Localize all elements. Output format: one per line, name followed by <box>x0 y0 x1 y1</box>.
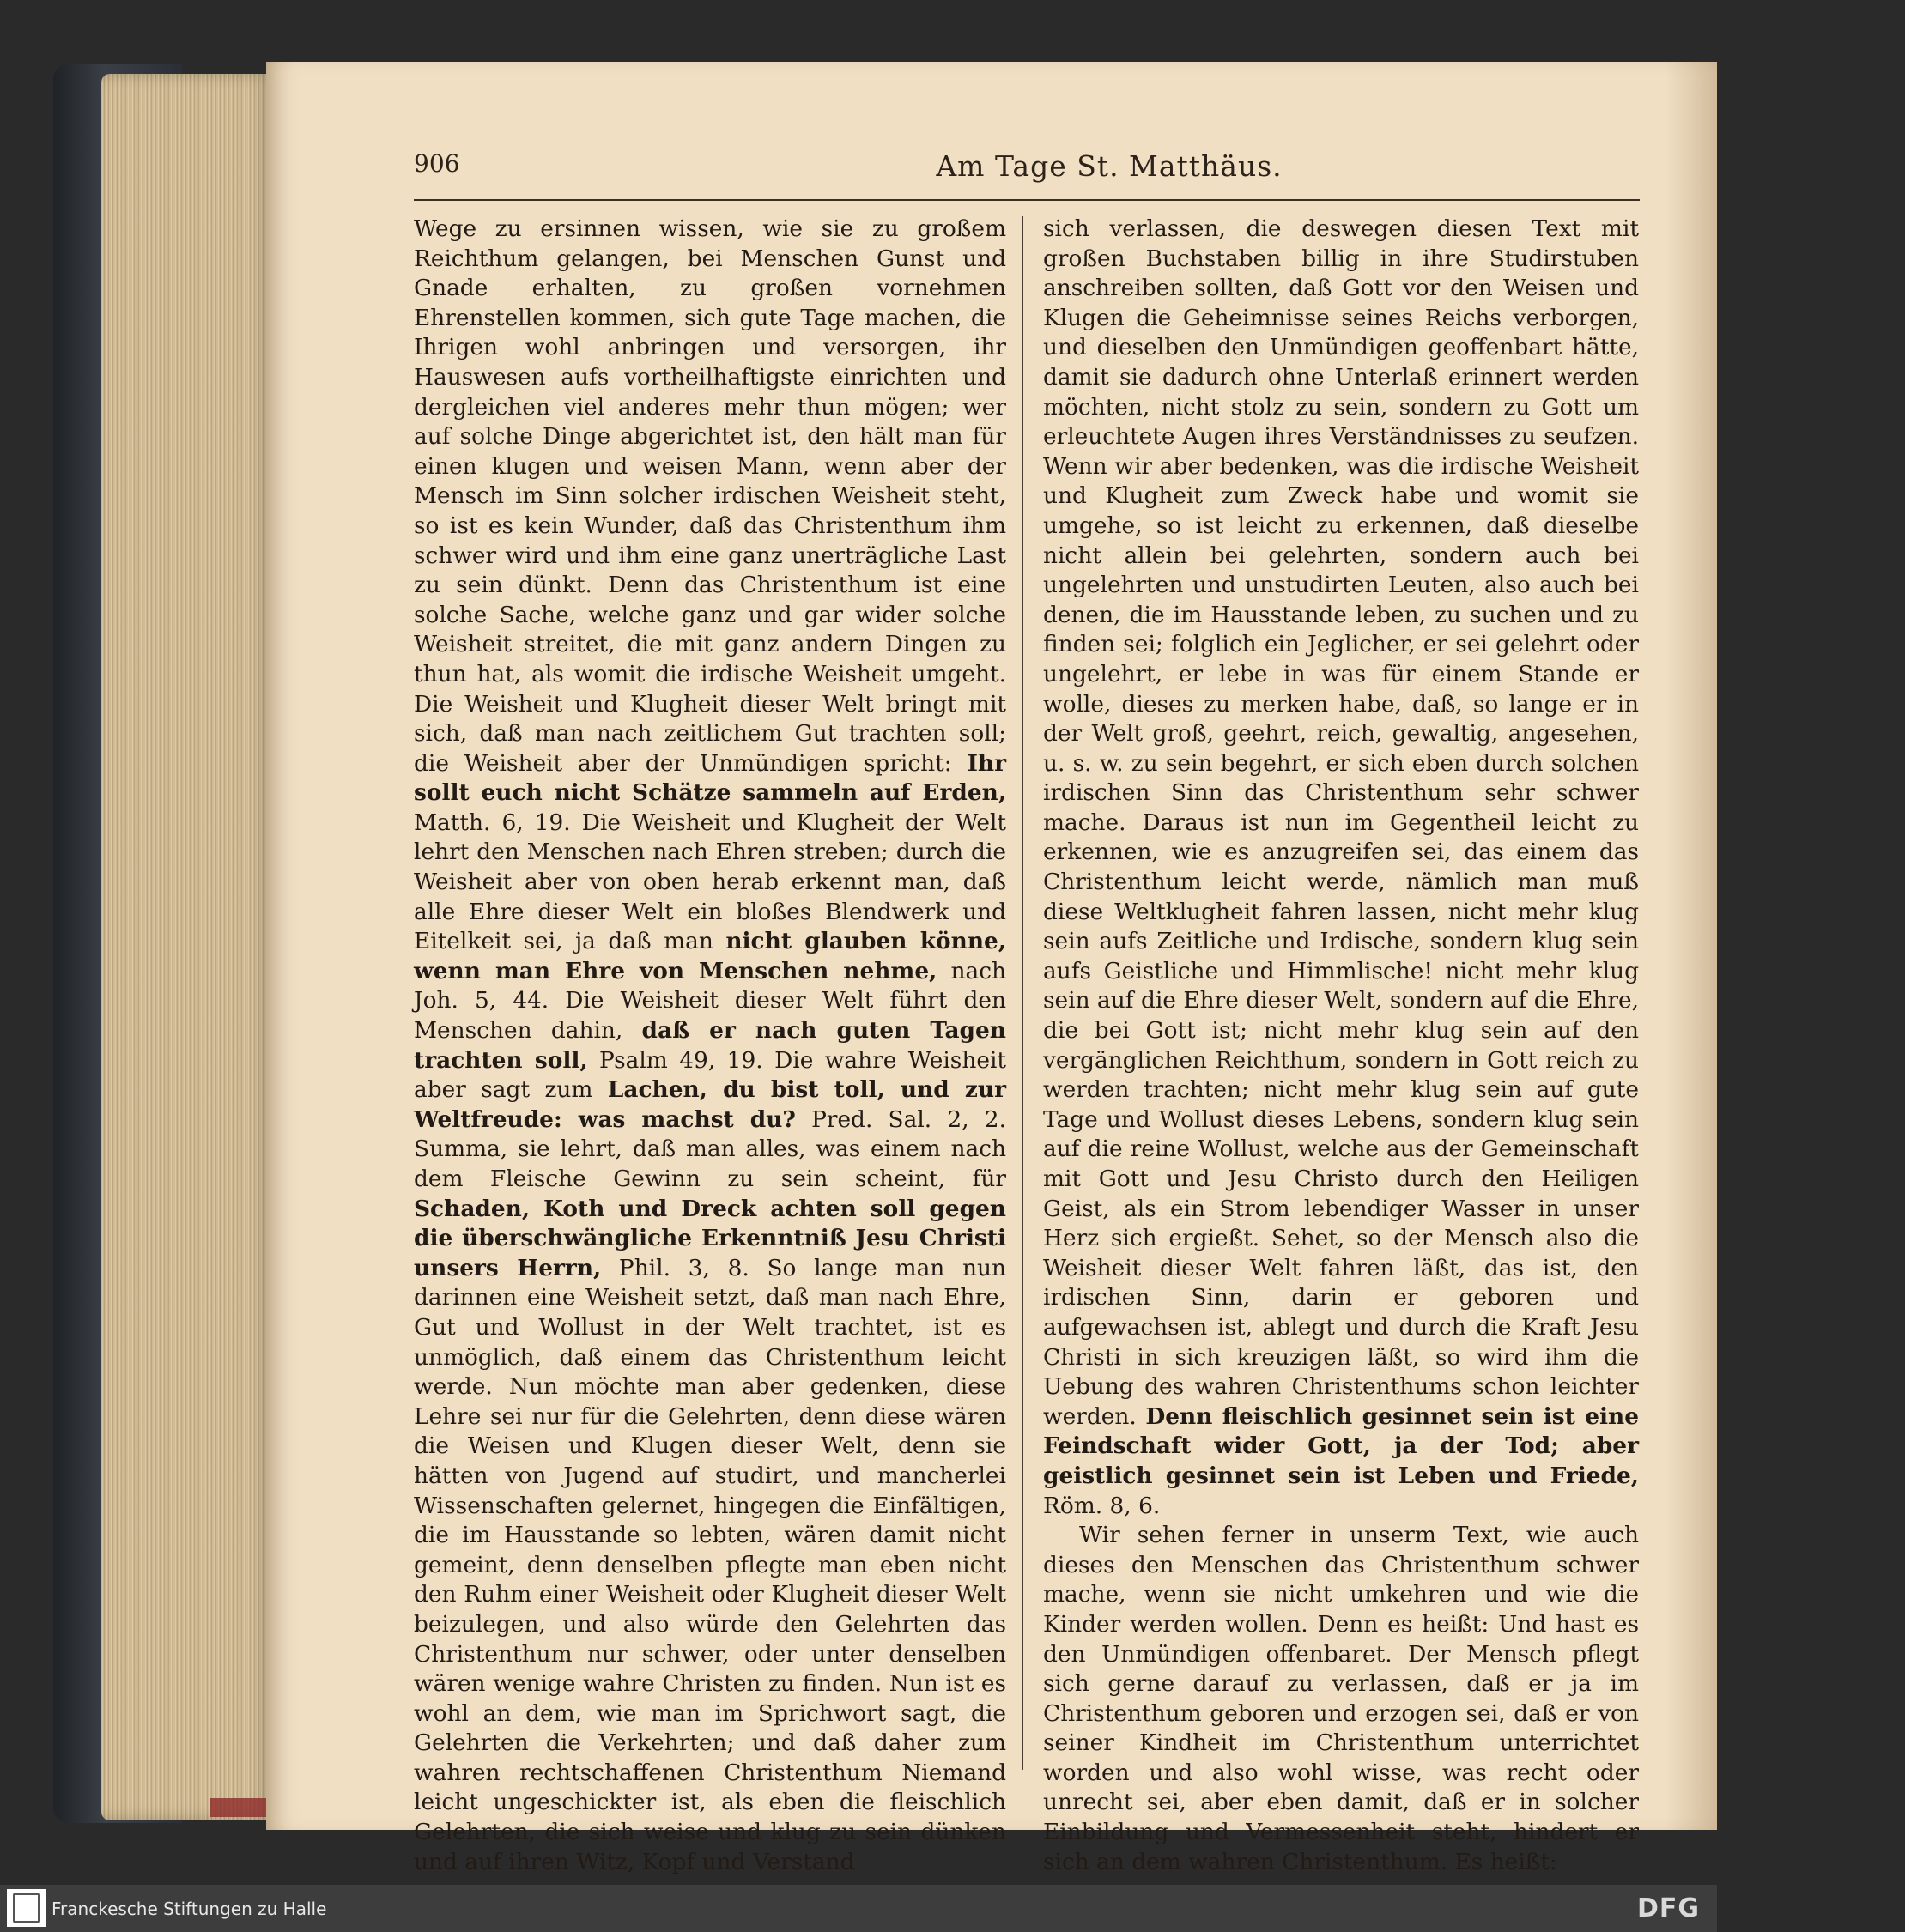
page-gutter-shadow <box>1665 62 1717 1830</box>
page-edges <box>101 74 273 1820</box>
text-run: Röm. 8, 6. <box>1043 1492 1161 1519</box>
page-number: 906 <box>414 149 460 178</box>
text-run: Phil. 3, 8. So lange man nun darinnen eine Weisheit setzt, daß man nach Ehre, Gut und Wollust in der Welt trachtet, ist es unmöglich, daß einem das Christenthum leicht werde. Nun möchte man aber gedenken, diese Lehre sei nur für die Gelehrten, denn diese wären die Weisen und Klugen dieser Welt, denn sie hätten von Jugend auf studirt, und mancherlei Wissenschaften gelernet, hingegen die Einfältigen, die im Hausstande so lebten, wären damit nicht gemeint, denn denselben pflegte man eben nicht den Ruhm einer Weisheit oder Klugheit dieser Welt beizulegen, und also würde den Gelehrten das Christenthum nur schwer, oder unter denselben wären wenige wahre Christen zu finden. Nun ist es wohl an dem, wie man im Sprichwort sagt, die Gelehrten die Verkehrten; und daß daher zum wahren rechtschaffenen Christenthum Niemand leicht ungeschickter ist, als eben die fleischlich Gelehrten, die sich weise und klug zu sein dünken und auf ihren Witz, Kopf und Verstand <box>414 1254 1007 1875</box>
emphasis-run: Ihr sollt euch nicht Schätze sammeln auf Erden, <box>414 749 1006 807</box>
right-column <box>1043 215 1640 1875</box>
left-paragraph <box>414 215 1006 1877</box>
text-run: Wir sehen ferner in unserm Text, wie auch dieses den Menschen das Christenthum schwer mache, wenn sie nicht umkehren und wie die Kinder werden wollen. Denn es heißt: Und hast es den Unmündigen offenbaret. Der Mensch pflegt sich gerne darauf zu verlassen, daß er ja im Christenthum geboren und erzogen sei, daß er von seiner Kindheit im Christenthum unterrichtet worden und also wohl wisse, was recht oder unrecht sei, aber eben damit, daß er in solcher Einbildung und Vermessenheit steht, hindert er sich an dem wahren Christenthum. Es heißt: <box>1043 1522 1639 1875</box>
ribbon-mark <box>210 1798 270 1817</box>
emphasis-run: nicht glauben könne, wenn man Ehre von Menschen nehme, <box>414 928 1006 984</box>
right-paragraph-2 <box>1043 1521 1639 1877</box>
dfg-logo: DFG <box>1636 1893 1700 1923</box>
emphasis-run: Denn fleischlich gesinnet sein ist eine Feindschaft wider Gott, ja der Tod; aber geistlich gesinnet sein ist Leben und Friede, <box>1043 1402 1640 1489</box>
emphasis-run: Lachen, du bist toll, und zur Weltfreude: was machst du? <box>414 1076 1007 1133</box>
text-run: sich verlassen, die deswegen diesen Text mit großen Buchstaben billig in ihre Studirstuben anschreiben sollten, daß Gott vor den Weisen und Klugen die Geheimnisse seines Reichs verborgen, und dieselben den Unmündigen geoffenbart hätte, damit sie dadurch ohne Unterlaß erinnert werden möchten, nicht stolz zu sein, sondern zu Gott um erleuchtete Augen ihres Verständnisses zu seufzen. Wenn wir aber bedenken, was die irdische Weisheit und Klugheit zum Zweck habe und womit sie umgehe, so ist leicht zu erkennen, daß dieselbe nicht allein bei gelehrten, sondern auch bei ungelehrten und unstudirten Leuten, also auch bei denen, die im Hausstande leben, zu suchen und zu finden sei; folglich ein Jeglicher, er sei gelehrt oder ungelehrt, er lebe in was für einem Stande er wolle, dieses zu merken habe, daß, so lange er in der Welt groß, geehrt, reich, gewaltig, angesehen, u. s. w. zu sein begehrt, er sich eben durch solchen irdischen Sinn das Christenthum sehr schwer mache. Daraus ist nun im Gegentheil leicht zu erkennen, wie es anzugreifen sei, das einem das Christenthum leicht werde, nämlich man muß diese Weltklugheit fahren lassen, nicht mehr klug sein aufs Zeitliche und Irdische, sondern klug sein aufs Geistliche und Himmlische! nicht mehr klug sein auf die Ehre dieser Welt, sondern auf die Ehre, die bei Gott ist; nicht mehr klug sein auf den vergänglichen Reichthum, sondern in Gott reich zu werden trachten; nicht mehr klug sein auf gute Tage und Wollust dieses Lebens, sondern klug sein auf die reine Wollust, welche aus der Gemeinschaft mit Gott und Jesu Christo durch den Heiligen Geist, als ein Strom lebendiger Wasser in unser Herz sich ergießt. Sehet, so der Mensch also die Weisheit dieser Welt fahren läßt, das ist, den irdischen Sinn, darin er geboren und aufgewachsen ist, ablegt und durch die Kraft Jesu Christi in sich kreuzigen läßt, so wird ihm die Uebung des wahren Christenthums schon leichter werden. <box>1043 215 1639 1430</box>
column-divider <box>1022 216 1023 1770</box>
text-run: Pred. Sal. 2, 2. Summa, sie lehrt, daß man alles, was einem nach dem Fleische Gewinn zu sein scheint, für <box>414 1105 1006 1192</box>
book-page <box>266 62 1717 1875</box>
text-run: Psalm 49, 19. Die wahre Weisheit aber sagt zum <box>414 1046 1006 1104</box>
right-paragraph-1 <box>1043 215 1639 1521</box>
emphasis-run: daß er nach guten Tagen trachten soll, <box>414 1017 1006 1074</box>
footer-bar <box>0 1885 1717 1932</box>
left-column <box>414 215 1007 1875</box>
institution-name: Franckesche Stiftungen zu Halle <box>52 1899 327 1919</box>
header-rule <box>414 199 1640 201</box>
text-run: nach Joh. 5, 44. Die Weisheit dieser Welt führt den Menschen dahin, <box>414 957 1006 1045</box>
emphasis-run: Schaden, Koth und Dreck achten soll gegen die überschwängliche Erkenntniß Jesu Christi unsers Herrn, <box>414 1195 1006 1281</box>
text-run: Matth. 6, 19. Die Weisheit und Klugheit der Welt lehrt den Menschen nach Ehren streben; durch die Weisheit aber von oben herab erkennt man, daß alle Ehre dieser Welt ein bloßes Blendwerk und Eitelkeit sei, ja daß man <box>414 809 1006 955</box>
institution-logo-icon <box>7 1889 46 1927</box>
running-title: Am Tage St. Matthäus. <box>936 149 1283 183</box>
text-run: Wege zu ersinnen wissen, wie sie zu großem Reichthum gelangen, bei Menschen Gunst und Gnade erhalten, zu großen vornehmen Ehrenstellen kommen, sich gute Tage machen, die Ihrigen wohl anbringen und versorgen, ihr Hauswesen aufs vortheilhaftigste einrichten und dergleichen viel anderes mehr thun mögen; wer auf solche Dinge abgerichtet ist, den hält man für einen klugen und weisen Mann, wenn aber der Mensch im Sinn solcher irdischen Weisheit steht, so ist es kein Wunder, daß das Christenthum ihm schwer wird und ihm eine ganz unerträgliche Last zu sein dünkt. Denn das Christenthum ist eine solche Sache, welche ganz und gar wider solche Weisheit streitet, die mit ganz andern Dingen zu thun hat, als womit die irdische Weisheit umgeht. Die Weisheit und Klugheit dieser Welt bringt mit sich, daß man nach zeitlichem Gut trachten soll; die Weisheit aber der Unmündigen spricht: <box>414 215 1006 777</box>
